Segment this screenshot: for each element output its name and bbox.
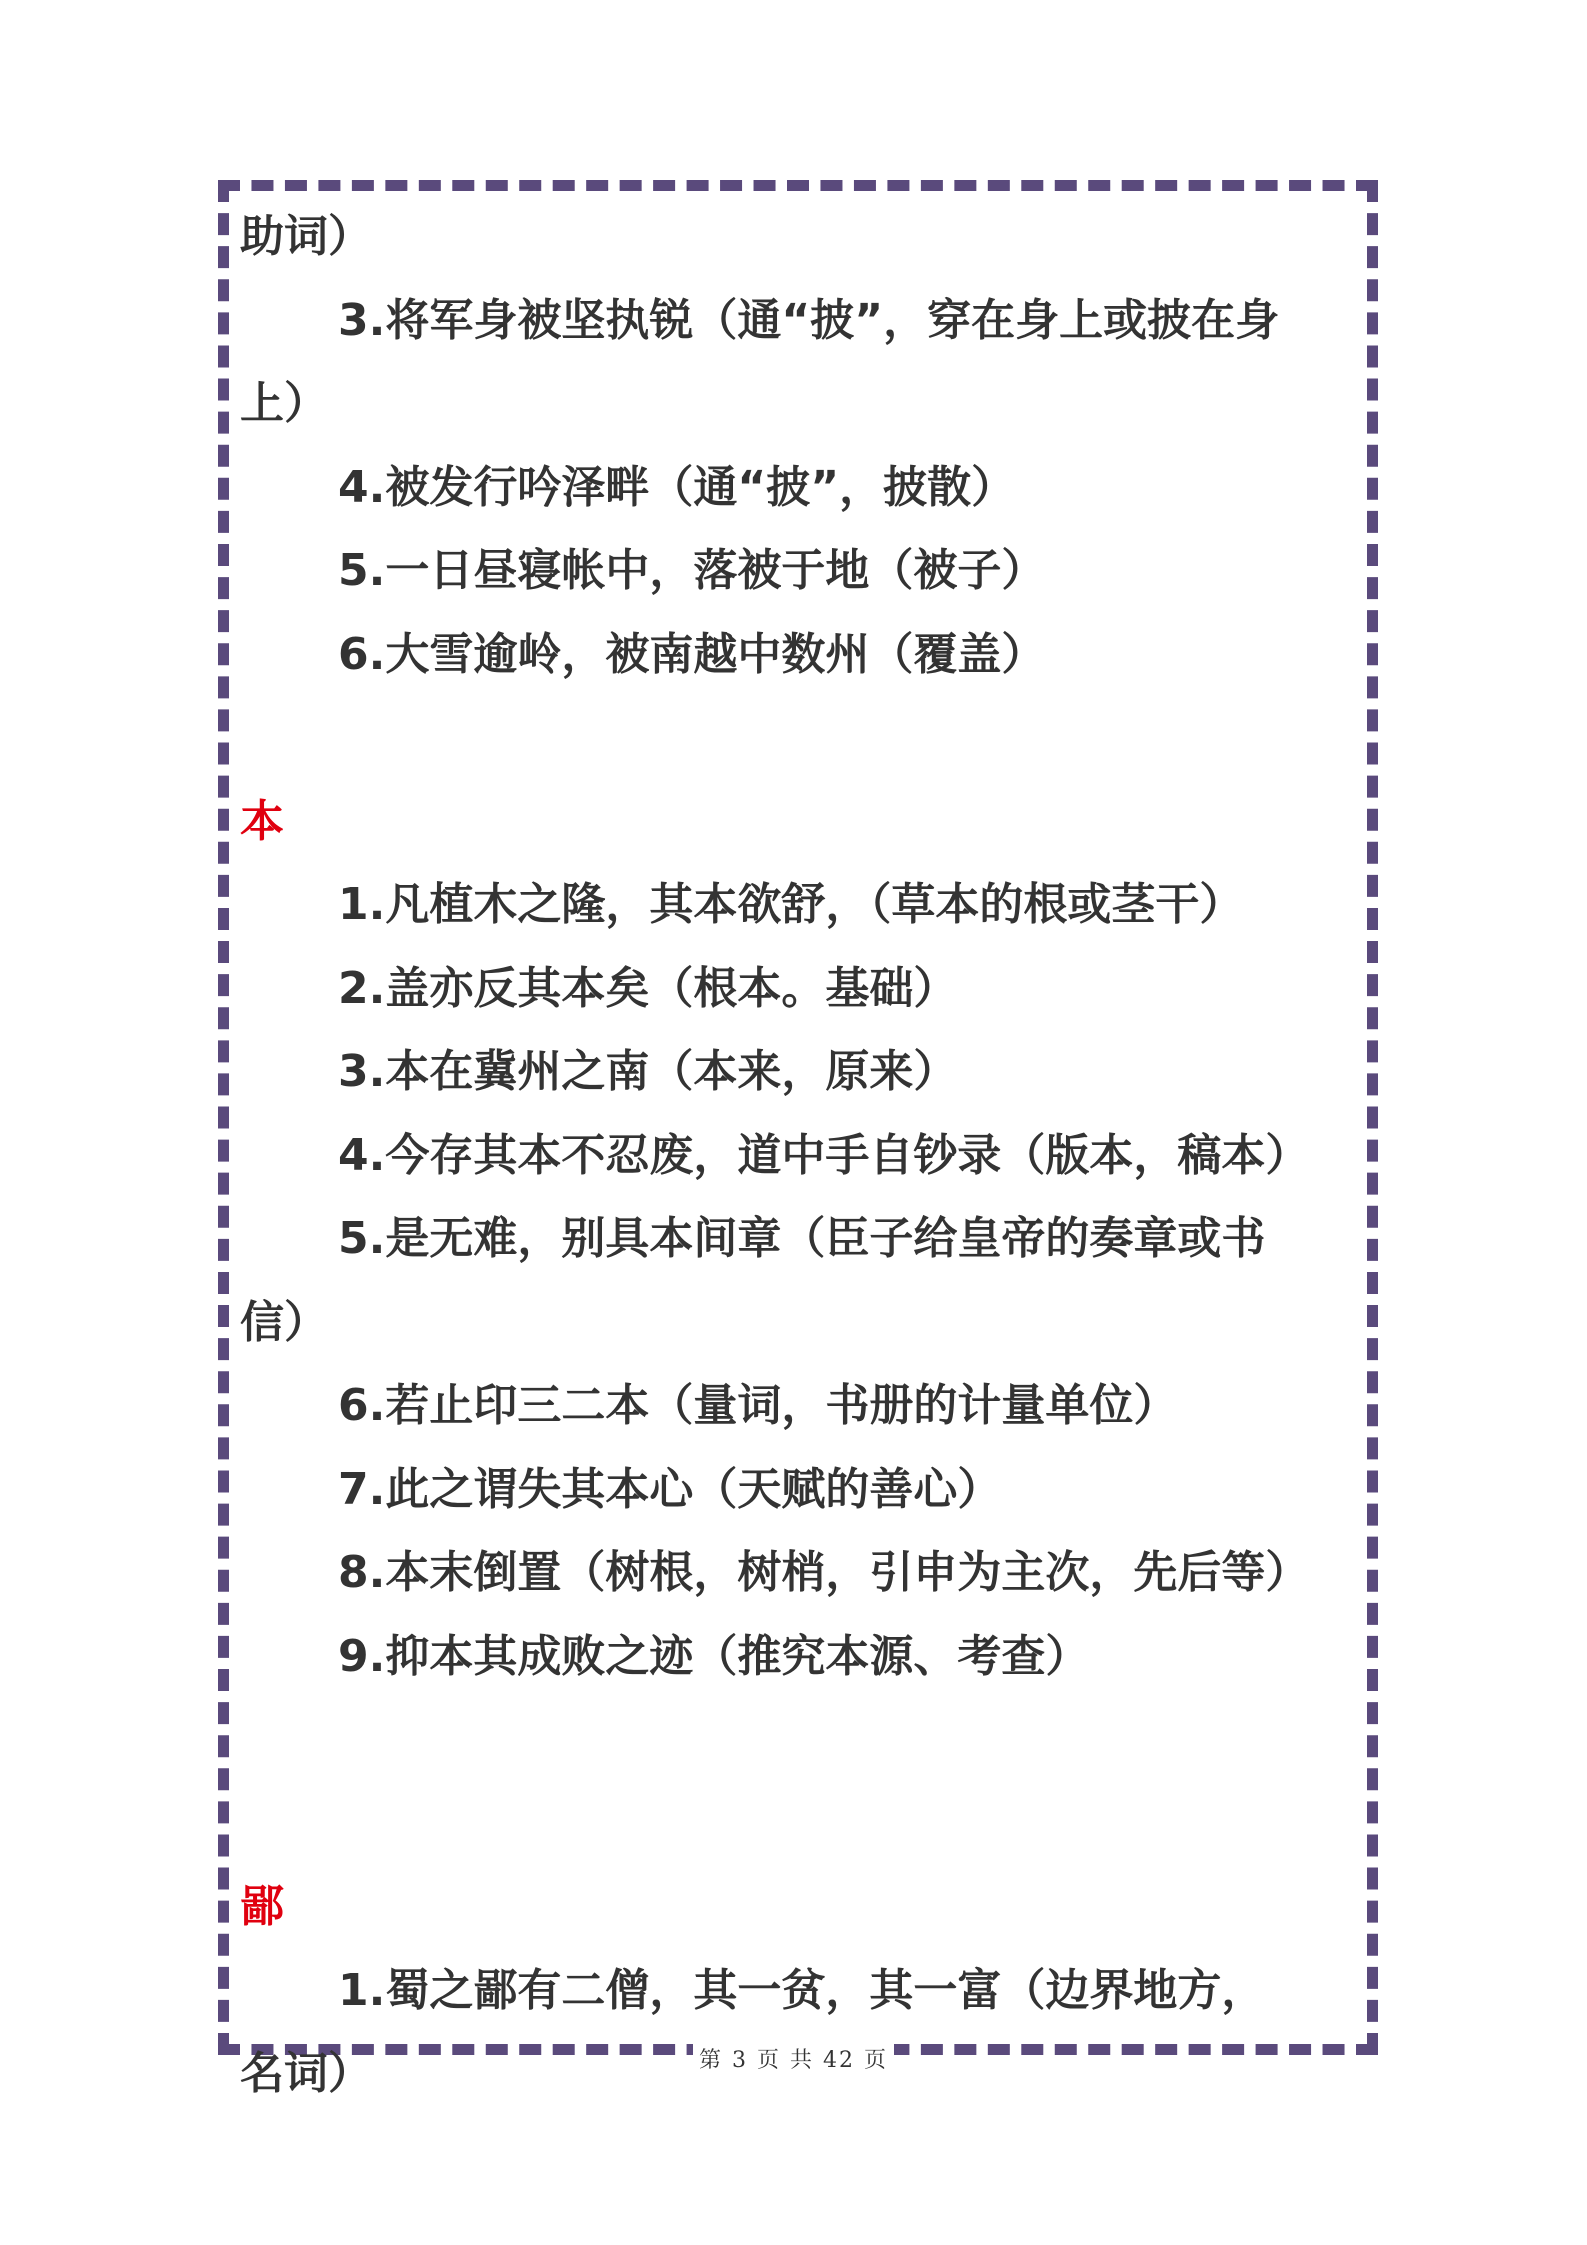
text-line: 助词） xyxy=(240,211,372,262)
text-line: 5.一日昼寝帐中，落被于地（被子） xyxy=(338,545,1046,596)
blank-line xyxy=(240,1782,1360,1866)
text-line: 名词） xyxy=(240,2048,372,2099)
text-line: 1.蜀之鄙有二僧，其一贫，其一富（边界地方， xyxy=(338,1964,1266,2016)
text-line: 3.本在冀州之南（本来，原来） xyxy=(338,1046,958,1097)
text-line: 5.是无难，别具本间章（臣子给皇帝的奏章或书 xyxy=(338,1213,1266,1264)
text-line: 2.盖亦反其本矣（根本。基础） xyxy=(338,962,958,1014)
section-heading-bi: 鄙 xyxy=(240,1881,284,1932)
page-footer xyxy=(0,2043,1587,2074)
text-line: 7.此之谓失其本心（天赋的善心） xyxy=(338,1463,1002,1515)
section-heading-ben: 本 xyxy=(240,795,284,847)
text-line: 4.被发行吟泽畔（通“披”，披散） xyxy=(338,461,1016,513)
text-line: 6.大雪逾岭，被南越中数州（覆盖） xyxy=(338,628,1046,680)
text-line: 8.本末倒置（树根，树梢，引申为主次，先后等） xyxy=(338,1547,1310,1598)
text-line: 上） xyxy=(240,378,328,429)
text-line: 4.今存其本不忍废，道中手自钞录（版本，稿本） xyxy=(338,1129,1310,1181)
text-line: 3.将军身被坚执锐（通“披”，穿在身上或披在身 xyxy=(338,294,1280,346)
text-line: 9.抑本其成败之迹（推究本源、考查） xyxy=(338,1630,1090,1682)
text-line: 1.凡植木之隆，其本欲舒，（草本的根或茎干） xyxy=(338,879,1244,930)
text-line: 6.若止印三二本（量词，书册的计量单位） xyxy=(338,1380,1178,1431)
page-number: 第 3 页 共 42 页 xyxy=(693,2043,894,2074)
text-line: 信） xyxy=(240,1296,328,1348)
document-body xyxy=(240,195,1360,2116)
blank-line xyxy=(240,696,1360,780)
blank-line xyxy=(240,1698,1360,1782)
